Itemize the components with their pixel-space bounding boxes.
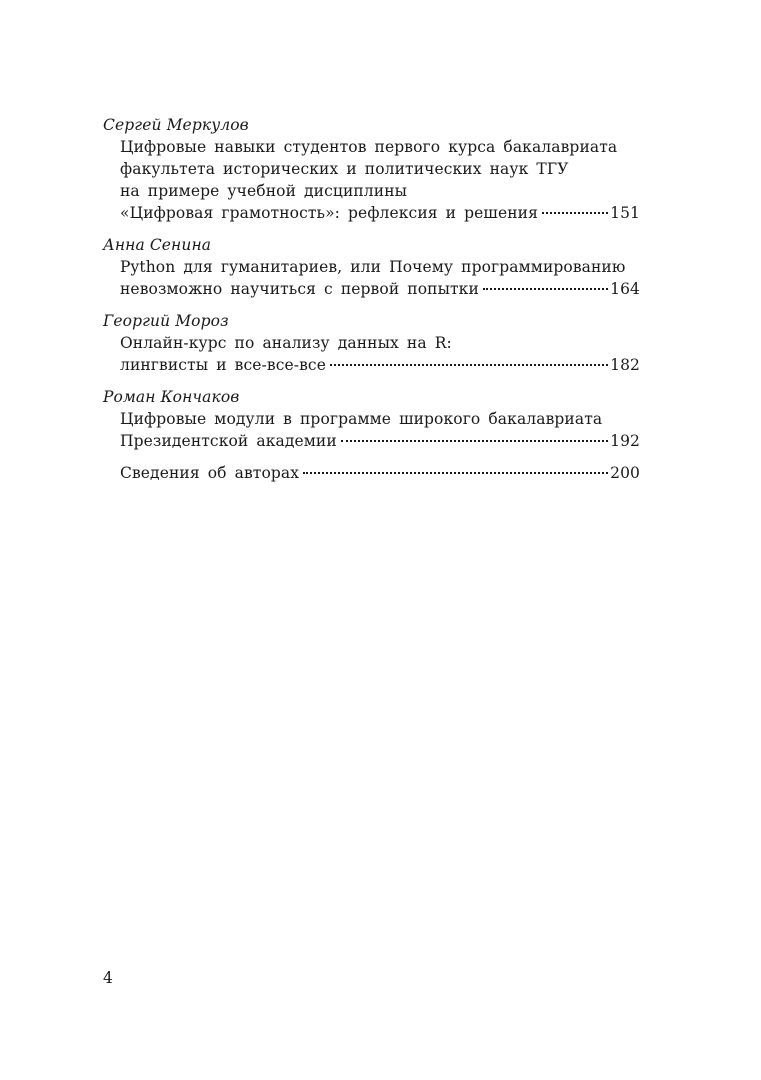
dot-leader <box>341 440 608 442</box>
toc-entry-moroz <box>103 310 643 376</box>
toc-page-number: 200 <box>610 464 640 482</box>
dot-leader <box>483 288 608 290</box>
toc-title-line: Президентской академии <box>120 432 337 450</box>
table-of-contents <box>103 114 643 484</box>
toc-title-line: Онлайн-курс по анализу данных на R: <box>120 334 452 352</box>
toc-entry-senina <box>103 234 643 300</box>
toc-title-line: Цифровые модули в программе широкого бакалавриата <box>120 410 603 428</box>
toc-title-line: «Цифровая грамотность»: рефлексия и решения <box>120 204 538 222</box>
toc-link-moroz[interactable] <box>103 354 640 376</box>
toc-page-number: 182 <box>610 356 640 374</box>
toc-page-number: 164 <box>610 280 640 298</box>
toc-title-line: невозможно научиться с первой попытки <box>120 280 479 298</box>
toc-author: Сергей Меркулов <box>103 116 249 134</box>
toc-title-line: факультета исторических и политических наук ТГУ <box>120 160 569 178</box>
page-number: 4 <box>103 969 113 987</box>
toc-entry-konchakov <box>103 386 643 452</box>
toc-link-about-authors[interactable] <box>103 462 640 484</box>
dot-leader <box>330 364 608 366</box>
toc-link-konchakov[interactable] <box>103 430 640 452</box>
toc-title-line: на примере учебной дисциплины <box>120 182 408 200</box>
toc-link-merkulov[interactable] <box>103 202 640 224</box>
toc-title-line: Python для гуманитариев, или Почему программированию <box>120 258 626 276</box>
toc-link-senina[interactable] <box>103 278 640 300</box>
toc-title-line: лингвисты и все-все-все <box>120 356 326 374</box>
toc-page-number: 151 <box>610 204 640 222</box>
toc-entry-merkulov <box>103 114 643 224</box>
toc-author: Анна Сенина <box>103 236 212 254</box>
dot-leader <box>542 212 608 214</box>
toc-title-line: Цифровые навыки студентов первого курса бакалавриата <box>120 138 618 156</box>
toc-title-line: Сведения об авторах <box>120 464 300 482</box>
toc-author: Роман Кончаков <box>103 388 240 406</box>
toc-page-number: 192 <box>610 432 640 450</box>
toc-author: Георгий Мороз <box>103 312 229 330</box>
dot-leader <box>303 472 608 474</box>
